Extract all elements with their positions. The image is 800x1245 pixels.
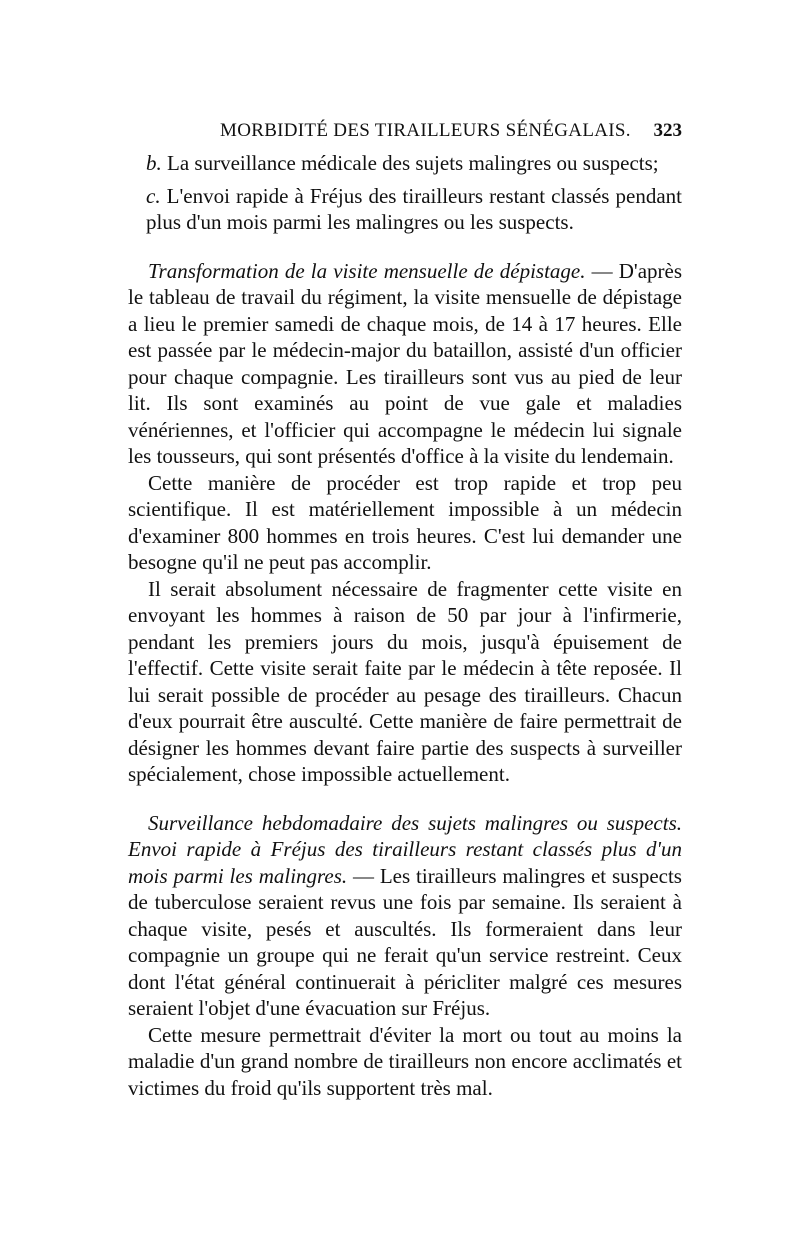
section-1-paragraph-3: Il serait absolument nécessaire de fragmenter cette visite en envoyant les hommes à raison de 50 par jour à l'infirmerie, pendant les premiers jours du mois, jusqu'à épuisement de l'effectif. Cette visite serait faite par le médecin à tête reposée. Il lui serait possible de procéder au pesage des tirailleurs. Chacun d'eux pourrait être ausculté. Cette manière de faire permettrait de désigner les hommes devant faire partie des suspects à surveiller spécialement, chose impossible actuellement. (128, 576, 682, 786)
paragraph-text: Les tirailleurs malingres et suspects de tuberculose seraient revus une fois par semaine. Ils seraient à chaque visite, pesés et auscultés. Ils formeraient dans leur compagnie un groupe qui ne ferait qu'un service restreint. Ceux dont l'état général continuerait à péricliter malgré ces mesures seraient l'objet d'une évacuation sur Fréjus. (128, 863, 682, 1020)
heading-dash: — (585, 258, 619, 283)
page-header (130, 120, 682, 150)
item-text: L'envoi rapide à Fréjus des tirailleurs restant classés pendant plus d'un mois parmi les malingres ou les suspects. (146, 183, 683, 234)
page-body (128, 150, 682, 1101)
item-marker: c. (146, 183, 161, 208)
heading-dash: — (347, 863, 380, 888)
paragraph-text: D'après le tableau de travail du régiment, la visite mensuelle de dépistage a lieu le premier samedi de chaque mois, de 14 à 17 heures. Elle est passée par le médecin-major du bataillon, assisté d'un officier pour chaque compagnie. Les tirailleurs sont vus au pied de leur lit. Ils sont examinés au point de vue gale et maladies vénériennes, et l'officier qui accompagne le médecin lui signale les tousseurs, qui sont présentés d'office à la visite du lendemain. (128, 258, 683, 468)
item-marker: b. (146, 151, 162, 175)
section-heading: Transformation de la visite mensuelle de dépistage. (148, 258, 586, 283)
section-2-paragraph-1 (128, 810, 682, 1022)
section-1-paragraph-2: Cette manière de procéder est trop rapide et trop peu scientifique. Il est matériellement impossible à un médecin d'examiner 800 hommes en trois heures. C'est lui demander une besogne qu'il ne peut pas accomplir. (128, 470, 682, 574)
running-title: MORBIDITÉ DES TIRAILLEURS SÉNÉGALAIS. (220, 120, 631, 141)
page-number: 323 (653, 120, 682, 141)
list-item-b (128, 150, 682, 177)
section-2-paragraph-2: Cette mesure permettrait d'éviter la mort ou tout au moins la maladie d'un grand nombre de tirailleurs non encore acclimatés et victimes du froid qu'ils supportent très mal. (128, 1022, 682, 1100)
section-1-paragraph-1 (128, 258, 682, 470)
item-text: La surveillance médicale des sujets malingres ou suspects; (167, 151, 659, 175)
list-item-c (128, 183, 682, 236)
section-heading: Surveillance hebdomadaire des sujets malingres ou suspects. Envoi rapide à Fréjus des tirailleurs restant classés plus d'un mois parmi les malingres. (128, 810, 682, 888)
